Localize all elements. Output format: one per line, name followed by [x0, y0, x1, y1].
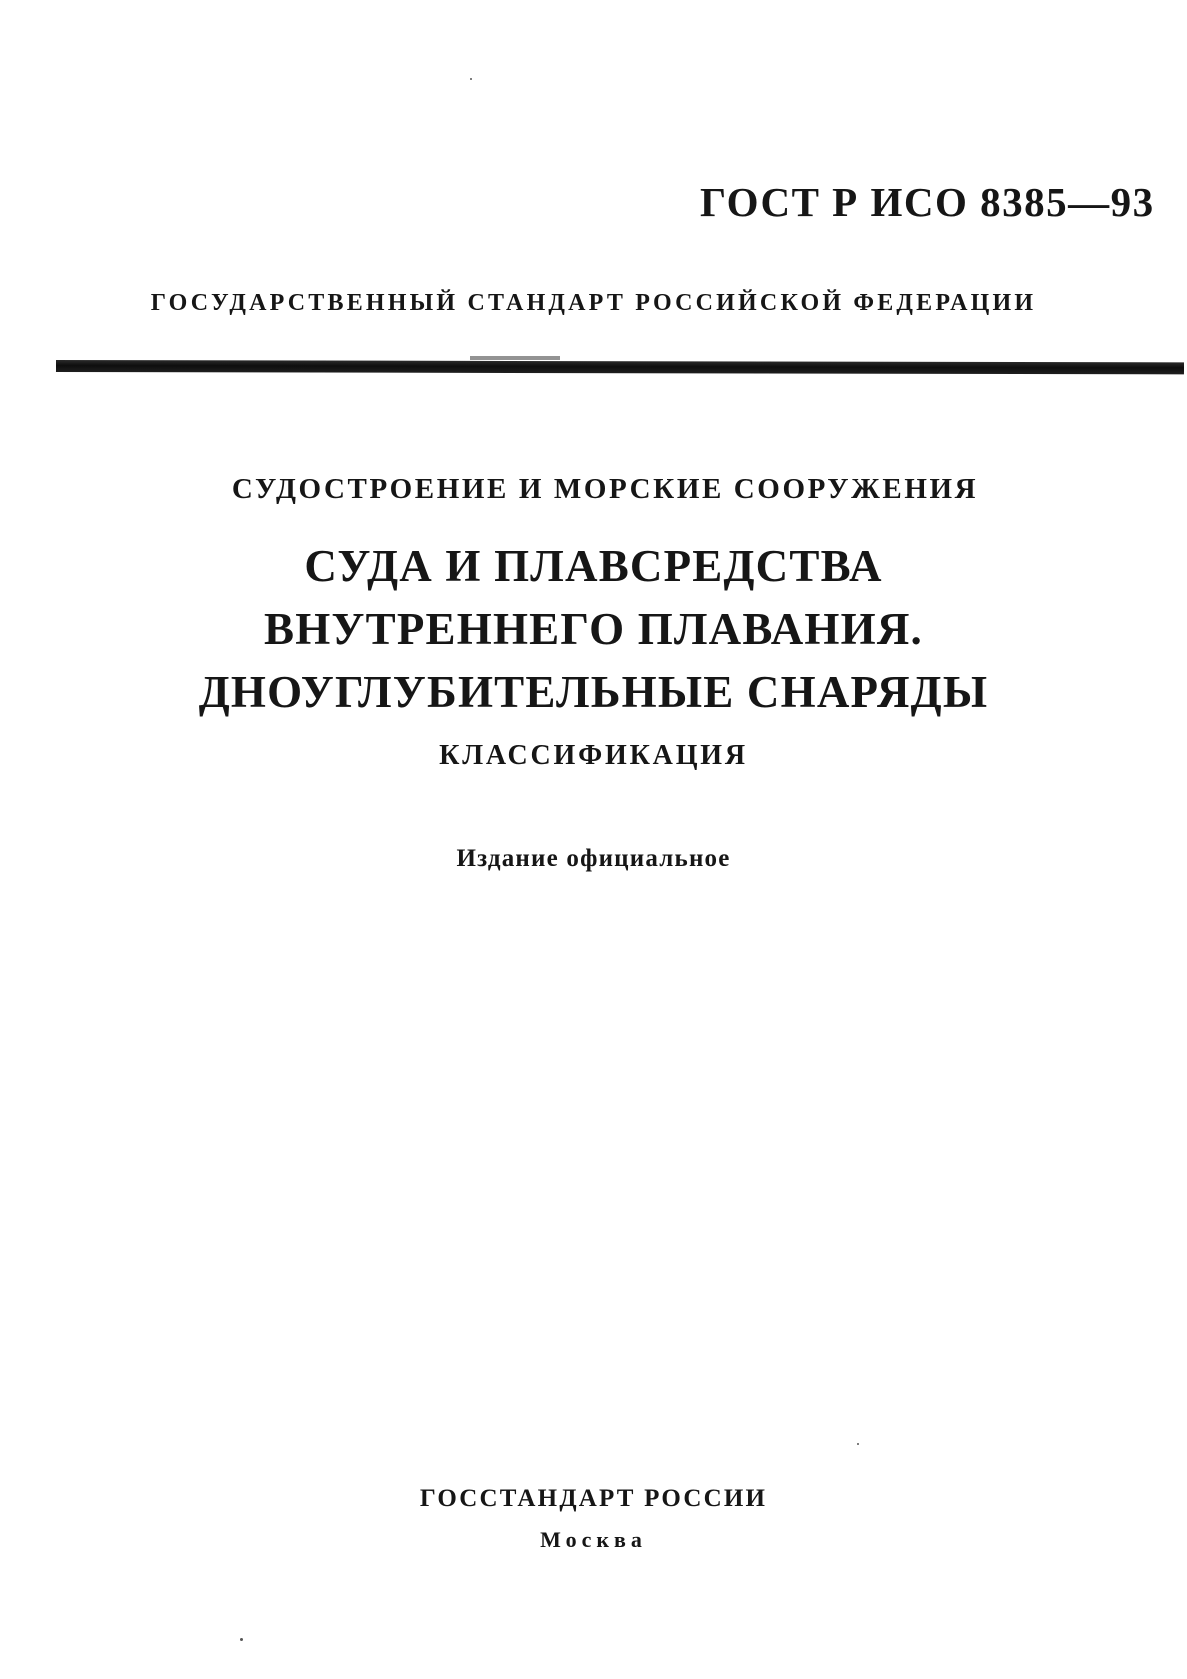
subtitle: КЛАССИФИКАЦИЯ	[439, 740, 748, 771]
main-title-line-3: ДНОУГЛУБИТЕЛЬНЫЕ СНАРЯДЫ	[198, 667, 989, 717]
edition-note: Издание официальное	[456, 845, 731, 872]
main-title-line-2: ВНУТРЕННЕГО ПЛАВАНИЯ.	[263, 604, 923, 654]
scan-speck	[857, 1443, 859, 1445]
issuing-authority: ГОСУДАРСТВЕННЫЙ СТАНДАРТ РОССИЙСКОЙ ФЕДЕРАЦИИ	[150, 290, 1037, 316]
horizontal-rule	[56, 360, 1184, 374]
standard-designation: ГОСТ Р ИСО 8385—93	[700, 179, 1155, 225]
scan-speck	[470, 78, 472, 80]
main-title	[100, 535, 1087, 724]
main-title-line-1: СУДА И ПЛАВСРЕДСТВА	[304, 541, 883, 591]
scan-speck	[240, 1638, 243, 1641]
publisher: ГОССТАНДАРТ РОССИИ	[419, 1485, 768, 1512]
rule-print-artifact	[470, 356, 560, 360]
publication-city: Москва	[540, 1527, 647, 1552]
group-title: СУДОСТРОЕНИЕ И МОРСКИЕ СООРУЖЕНИЯ	[231, 473, 979, 505]
